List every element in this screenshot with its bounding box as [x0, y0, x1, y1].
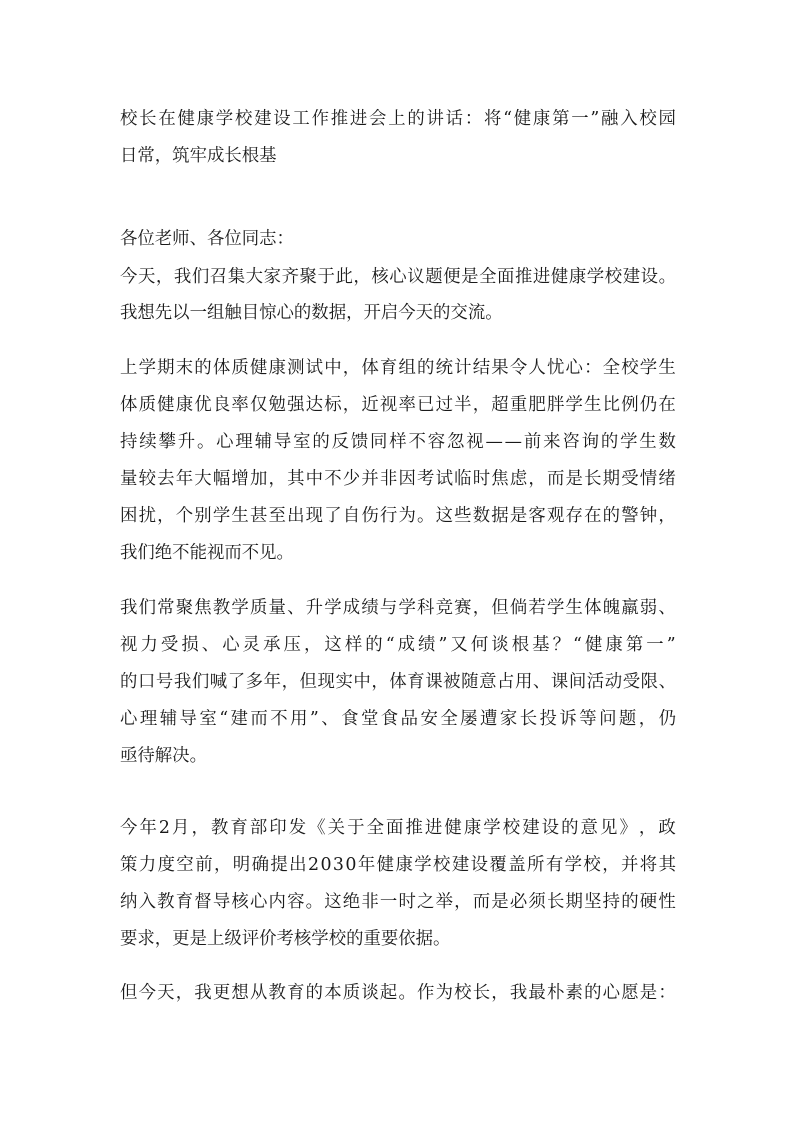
paragraph-2-line-4: 量 较 去 年 大 幅 增 加 ， 其 中 不 少 并 非 因 考 试 临 时 焦 虑 ， 而 是 长 期 受 情 绪 — [120, 469, 676, 489]
paragraph-3-line-4: 心 理 辅 导 室 “ 建 而 不 用 ” 、 食 堂 食 品 安 全 屡 遭 家 长 投 诉 等 问 题 ， 仍 — [120, 709, 676, 729]
paragraph-2-line-6: 我们绝不能视而不见。 — [120, 543, 294, 563]
paragraph-1-line-1: 今 天 ， 我 们 召 集 大 家 齐 聚 于 此 ， 核 心 议 题 便 是 全 面 推 进 健 康 学 校 建 设 。 — [120, 267, 676, 287]
paragraph-4-line-4: 要求，更是上级评价考核学校的重要依据。 — [120, 929, 451, 949]
paragraph-4-line-1: 今 年 2 月 ， 教 育 部 印 发 《 关 于 全 面 推 进 健 康 学 校 建 设 的 意 见 》 ， 政 — [120, 818, 676, 838]
paragraph-3-line-5: 亟待解决。 — [120, 746, 207, 766]
paragraph-1-line-2: 我想先以一组触目惊心的数据，开启今天的交流。 — [120, 303, 503, 323]
paragraph-2-line-5: 困 扰 ， 个 别 学 生 甚 至 出 现 了 自 伤 行 为 。 这 些 数 据 是 客 观 存 在 的 警 钟 ， — [120, 506, 676, 526]
paragraph-2-line-3: 持 续 攀 升 。 心 理 辅 导 室 的 反 馈 同 样 不 容 忽 视 — — 前 来 咨 询 的 学 生 数 — [120, 432, 676, 452]
paragraph-2-line-1: 上 学 期 末 的 体 质 健 康 测 试 中 ， 体 育 组 的 统 计 结 果 令 人 忧 心 ： 全 校 学 生 — [120, 358, 676, 378]
paragraph-4-line-3: 纳 入 教 育 督 导 核 心 内 容 。 这 绝 非 一 时 之 举 ， 而 是 必 须 长 期 坚 持 的 硬 性 — [120, 892, 676, 912]
paragraph-5-line-1: 但 今 天 ， 我 更 想 从 教 育 的 本 质 谈 起 。 作 为 校 长 ， 我 最 朴 素 的 心 愿 是 ： — [120, 983, 676, 1003]
paragraph-3-line-1: 我 们 常 聚 焦 教 学 质 量 、 升 学 成 绩 与 学 科 竞 赛 ， 但 倘 若 学 生 体 魄 羸 弱 、 — [120, 598, 676, 618]
paragraph-2-line-2: 体 质 健 康 优 良 率 仅 勉 强 达 标 ， 近 视 率 已 过 半 ， 超 重 肥 胖 学 生 比 例 仍 在 — [120, 395, 676, 415]
paragraph-4-line-2: 策 力 度 空 前 ， 明 确 提 出 2 0 3 0 年 健 康 学 校 建 设 覆 盖 所 有 学 校 ， 并 将 其 — [120, 855, 676, 875]
title-line-2: 日常，筑牢成长根基 — [120, 146, 277, 166]
title-line-1: 校 长 在 健 康 学 校 建 设 工 作 推 进 会 上 的 讲 话 ： 将 “ 健 康 第 一 ” 融 入 校 园 — [120, 109, 676, 129]
paragraph-3-line-2: 视 力 受 损 、 心 灵 承 压 ， 这 样 的 “ 成 绩 ” 又 何 谈 根 基 ？ “ 健 康 第 一 ” — [120, 635, 676, 655]
paragraph-3-line-3: 的 口 号 我 们 喊 了 多 年 ， 但 现 实 中 ， 体 育 课 被 随 意 占 用 、 课 间 活 动 受 限 、 — [120, 672, 676, 692]
salutation: 各位老师、各位同志： — [120, 229, 294, 249]
